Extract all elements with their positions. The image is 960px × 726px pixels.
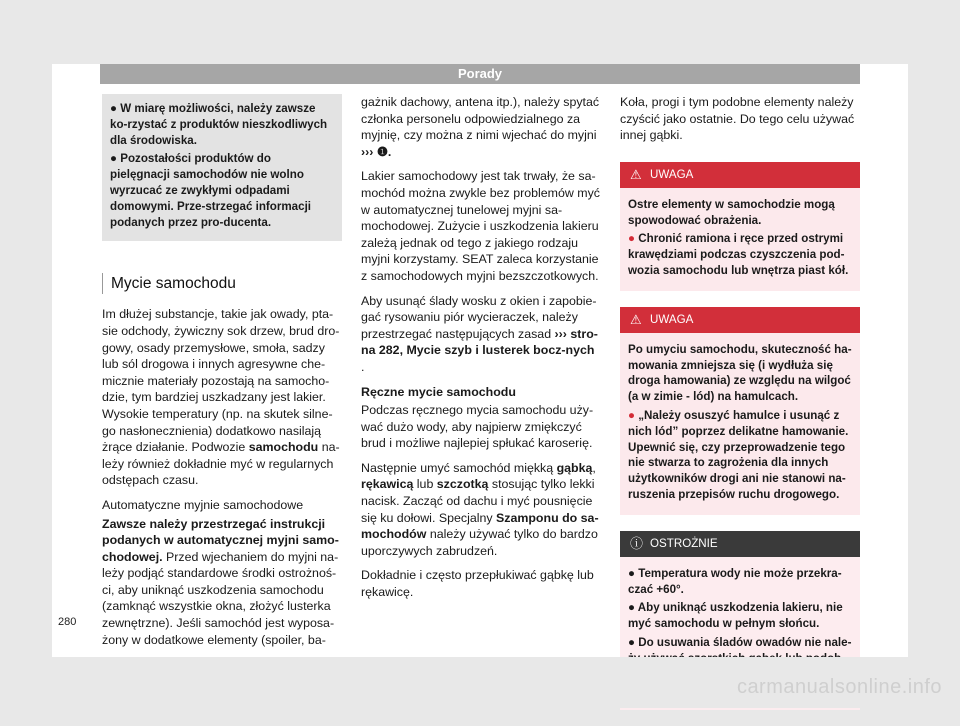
info-circle-icon: ⓘ xyxy=(630,535,644,551)
paragraph: Koła, progi i tym podobne elementy należy czyścić jako ostatnie. Do tego celu używać innej gąbki. xyxy=(620,95,855,143)
subheading: Ręczne mycie samochodu xyxy=(361,384,516,399)
warning-header: ⚠ UWAGA xyxy=(620,162,860,188)
column-1 xyxy=(102,94,342,656)
subheading: Automatyczne myjnie samochodowe xyxy=(102,497,304,512)
cross-reference-link[interactable]: ››› ❶. xyxy=(361,144,392,159)
warning-box xyxy=(620,307,860,515)
list-item: ● W miarę możliwości, należy zawsze ko-rzystać z produktów nieszkodliwych dla środowiska. xyxy=(110,102,328,147)
paragraph: Aby usunąć ślady wosku z okien i zapobie-gać rysowaniu piór wycieraczek, należy przestrzegać następujących zasad ››› stro-na 282, Mycie szyb i lusterek bocz-nych . xyxy=(361,293,598,374)
paragraph: Podczas ręcznego mycia samochodu uży-wać dużo wody, aby najpierw zmiękczyć brud i możliwe najlepiej spłukać karoserię. xyxy=(361,403,594,451)
list-item: ● Temperatura wody nie może przekra-czać +60°. xyxy=(628,566,842,596)
paragraph: Lakier samochodowy jest tak trwały, że sa-mochód można zwykle bez problemów myć w automatycznej tunelowej myjni sa-mochodowej. Zużycie i uszkodzenia lakieru zależą jednak od tego z jakiego rodzaju myjni korzystamy. SEAT zaleca korzystanie z samochodowych myjni bezszczotkowych. xyxy=(361,169,600,283)
environment-note xyxy=(102,94,342,241)
paragraph: Dokładnie i często przepłukiwać gąbkę lub rękawicę. xyxy=(361,568,594,600)
page-number: 280 xyxy=(58,616,77,628)
warning-body: Po umyciu samochodu, skuteczność ha-mowania zmniejsza się (i wydłuża się droga hamowania) ze względu na wilgoć (a w zimie - lód) na hamulcach. ● „Należy osuszyć hamulce i usunąć z nich lód” poprzez delikatne hamowanie. Upewnić się, czy przeprowadzenie tego nie stwarza to zagrożenia dla innych użytkowników drogi ani nie stanowi na-ruszenia przepisów ruchu drogowego. xyxy=(620,333,860,515)
warning-triangle-icon: ⚠ xyxy=(630,311,642,327)
paragraph: Następnie umyć samochód miękką gąbką, rękawicą lub szczotką stosując tylko lekki nacisk. Zacząć od dachu i myć pousnięcie się ku dołowi. Specjalny Szamponu do sa-mochodów należy używać tylko do bardzo uporczywych zabrudzeń. xyxy=(361,460,599,558)
section-title: Mycie samochodu xyxy=(102,273,342,294)
column-3 xyxy=(620,94,860,726)
cross-reference-link[interactable]: ››› stro-na 282, Mycie szyb i lusterek bocz-nych xyxy=(361,326,598,358)
list-item: ● Aby uniknąć uszkodzenia lakieru, nie myć samochodu w pełnym słońcu. xyxy=(628,601,843,631)
warning-triangle-icon: ⚠ xyxy=(630,166,642,182)
list-item: ● Chronić ramiona i ręce przed ostrymi krawędziami podczas czyszczenia pod-wozia samochodu lub wnętrza piast kół. xyxy=(628,232,849,277)
list-item: ● „Należy osuszyć hamulce i usunąć z nich lód” poprzez delikatne hamowanie. Upewnić się, czy przeprowadzenie tego nie stwarza to zagrożenia dla innych użytkowników drogi ani nie stanowi na-ruszenia przepisów ruchu drogowego. xyxy=(628,408,849,501)
paragraph: Im dłużej substancje, takie jak owady, pta-sie odchody, żywiczny sok drzew, brud dro-gowy, osady przemysłowe, smoła, sadzy lub sól drogowa i innych agresywne che-micznie materiały pozostają na samocho-dzie, tym bardziej uszkadzany jest lakier. Wysokie temperatury (np. na skutek silne-go nasłonecznienia) dodatkowo nasilają żrące działanie. Podwozie samochodu na-leży również dokładnie myć w regularnych odstępach czasu. xyxy=(102,307,340,488)
caution-header: ⓘ OSTROŻNIE xyxy=(620,531,860,557)
warning-body: Ostre elementy w samochodzie mogą spowodować obrażenia. ● Chronić ramiona i ręce przed ostrymi krawędziami podczas czyszczenia pod-wozia samochodu lub wnętrza piast kół. xyxy=(620,188,860,291)
list-item: ● Pozostałości produktów do pielęgnacji samochodów nie wolno wyrzucać ze zwykłymi odpadami domowymi. Prze-strzegać informacji podanych przez pro-ducenta. xyxy=(110,152,312,229)
paragraph: gażnik dachowy, antena itp.), należy spytać członka personelu odpowiedzialnego za myjnię, czy można z nimi wjechać do myjni ››› ❶. xyxy=(361,95,600,159)
column-2 xyxy=(361,94,601,609)
watermark: carmanualsonline.info xyxy=(736,676,942,698)
page-header: Porady xyxy=(100,64,860,84)
warning-header: ⚠ UWAGA xyxy=(620,307,860,333)
warning-box xyxy=(620,162,860,291)
paragraph: Zawsze należy przestrzegać instrukcji podanych w automatycznej myjni samo-chodowej. Przed wjechaniem do myjni na-leży podjąć standardowe środki ostrożnoś-ci, aby uniknąć uszkodzenia samochodu (zamknąć wszystkie okna, złożyć lusterka zewnętrzne). Jeśli samochód jest wyposa-żony w dodatkowe elementy (spoiler, ba- xyxy=(102,516,339,647)
list-item: ● Do usuwania śladów owadów nie nale- xyxy=(628,635,852,649)
